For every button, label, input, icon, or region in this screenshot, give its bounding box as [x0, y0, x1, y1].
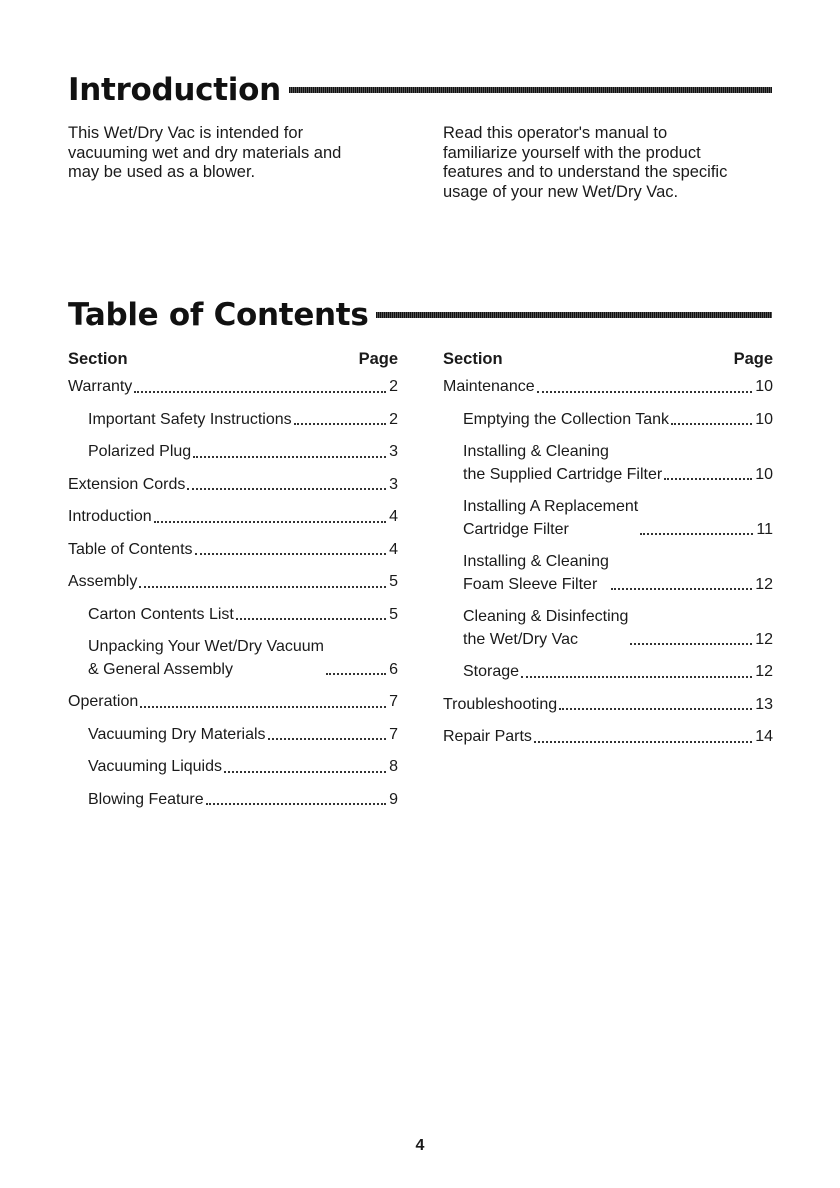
- toc-entry: [68, 474, 398, 497]
- toc-entry: [68, 756, 398, 779]
- dot-leader: [154, 521, 386, 523]
- dot-leader: [134, 391, 386, 393]
- dot-leader: [640, 533, 753, 535]
- dot-leader: [195, 553, 387, 555]
- page-number: 4: [415, 1137, 425, 1154]
- toc-entry-title: Polarized Plug: [88, 443, 192, 460]
- section-label: Section: [443, 350, 503, 368]
- toc-entry-page: 3: [389, 443, 398, 460]
- toc-entry-title: Installing & Cleaning the Supplied Cartridge Filter: [463, 443, 663, 483]
- toc-entry: [443, 694, 773, 717]
- toc-entry: [443, 441, 773, 486]
- toc-entry-page: 6: [389, 660, 398, 678]
- toc-entry-title: Installing & Cleaning Foam Sleeve Filter: [463, 553, 609, 593]
- dot-leader: [140, 706, 386, 708]
- toc-entry-page: 13: [755, 695, 773, 713]
- toc-entry: [68, 409, 398, 432]
- dot-leader: [236, 618, 386, 620]
- toc-entry-page: 4: [389, 508, 398, 525]
- toc-entry: [443, 376, 773, 399]
- toc-column-header: [443, 348, 773, 370]
- toc-entry-title: Troubleshooting: [443, 695, 558, 713]
- toc-entry-title: Installing A Replacement Cartridge Filter: [463, 498, 639, 538]
- toc-entry: [443, 409, 773, 432]
- dot-leader: [630, 643, 752, 645]
- toc-entry-page: 5: [389, 573, 398, 590]
- toc-entry-title: Introduction: [68, 508, 152, 525]
- toc-entry: [68, 604, 398, 627]
- dot-leader: [534, 741, 752, 743]
- toc-entry-title: Warranty: [68, 378, 133, 395]
- dot-leader: [268, 738, 387, 740]
- toc-entry-title: Table of Contents: [68, 540, 193, 558]
- toc-entry: [443, 551, 773, 596]
- dot-leader: [521, 676, 752, 678]
- section-label: Section: [68, 350, 128, 368]
- toc-entry-title: Assembly: [68, 573, 138, 590]
- dot-leader: [671, 423, 752, 425]
- dot-leader: [139, 586, 386, 588]
- toc-entry-page: 10: [755, 465, 773, 483]
- toc-entry-title: Repair Parts: [443, 728, 532, 745]
- toc-entry: [68, 789, 398, 812]
- dot-leader: [193, 456, 386, 458]
- toc-entry-page: 7: [389, 725, 398, 743]
- toc-entry-page: 2: [389, 410, 398, 428]
- toc-entry: [68, 691, 398, 714]
- toc-entry-page: 7: [389, 693, 398, 710]
- page-label: Page: [733, 350, 773, 368]
- introduction-heading-row: [68, 72, 772, 108]
- toc-entry-page: 5: [389, 605, 398, 623]
- toc-heading: Table of Contents: [68, 297, 369, 333]
- dot-leader: [224, 771, 386, 773]
- toc-entry-title: Carton Contents List: [88, 605, 234, 623]
- toc-left-column: [68, 348, 398, 821]
- toc-entry: [68, 636, 398, 681]
- toc-right-column: [443, 348, 773, 759]
- heading-rule: [376, 312, 772, 318]
- toc-entry-page: 3: [389, 475, 398, 493]
- toc-entry: [68, 724, 398, 747]
- toc-entry-page: 9: [389, 790, 398, 808]
- toc-left-list: [68, 376, 398, 811]
- toc-entry-page: 11: [756, 520, 773, 538]
- toc-entry: [68, 441, 398, 464]
- introduction-left-paragraph: This Wet/Dry Vac is intended for vacuuming wet and dry materials and may be used as a blower.: [68, 124, 342, 181]
- toc-entry-title: Important Safety Instructions: [88, 410, 292, 428]
- toc-entry-title: Vacuuming Liquids: [88, 758, 223, 775]
- toc-entry-page: 4: [389, 540, 398, 558]
- dot-leader: [664, 478, 752, 480]
- introduction-right-paragraph: Read this operator's manual to familiarize yourself with the product features and to understand the specific usage of your new Wet/Dry Vac.: [443, 124, 728, 201]
- toc-entry-page: 12: [755, 575, 773, 593]
- toc-entry-title: Storage: [463, 663, 520, 680]
- dot-leader: [187, 488, 386, 490]
- toc-column-header: [68, 348, 398, 370]
- toc-right-list: [443, 376, 773, 749]
- toc-entry-title: Unpacking Your Wet/Dry Vacuum & General Assembly: [88, 638, 324, 678]
- toc-entry-title: Operation: [68, 693, 139, 710]
- toc-entry-title: Maintenance: [443, 378, 535, 395]
- dot-leader: [326, 673, 386, 675]
- dot-leader: [611, 588, 752, 590]
- toc-entry-page: 8: [389, 758, 398, 775]
- toc-entry: [443, 606, 773, 651]
- toc-entry-title: Emptying the Collection Tank: [463, 410, 670, 428]
- toc-entry-title: Blowing Feature: [88, 790, 204, 808]
- toc-entry: [68, 506, 398, 529]
- dot-leader: [206, 803, 386, 805]
- toc-entry: [443, 661, 773, 684]
- toc-heading-row: [68, 297, 772, 333]
- toc-entry-page: 12: [755, 630, 773, 648]
- dot-leader: [294, 423, 386, 425]
- toc-entry: [443, 496, 773, 541]
- heading-rule: [289, 87, 772, 93]
- toc-entry-page: 14: [755, 728, 773, 745]
- toc-entry: [68, 376, 398, 399]
- toc-entry: [68, 571, 398, 594]
- toc-entry: [68, 539, 398, 562]
- toc-entry-page: 10: [755, 410, 773, 428]
- toc-entry-page: 2: [389, 378, 398, 395]
- toc-entry-page: 12: [755, 663, 773, 680]
- toc-entry: [443, 726, 773, 749]
- dot-leader: [537, 391, 753, 393]
- toc-entry-title: Vacuuming Dry Materials: [88, 725, 266, 743]
- dot-leader: [559, 708, 752, 710]
- toc-entry-page: 10: [755, 378, 773, 395]
- toc-entry-title: Extension Cords: [68, 475, 186, 493]
- page-label: Page: [358, 350, 398, 368]
- toc-entry-title: Cleaning & Disinfecting the Wet/Dry Vac: [463, 608, 629, 648]
- introduction-heading: Introduction: [68, 72, 281, 108]
